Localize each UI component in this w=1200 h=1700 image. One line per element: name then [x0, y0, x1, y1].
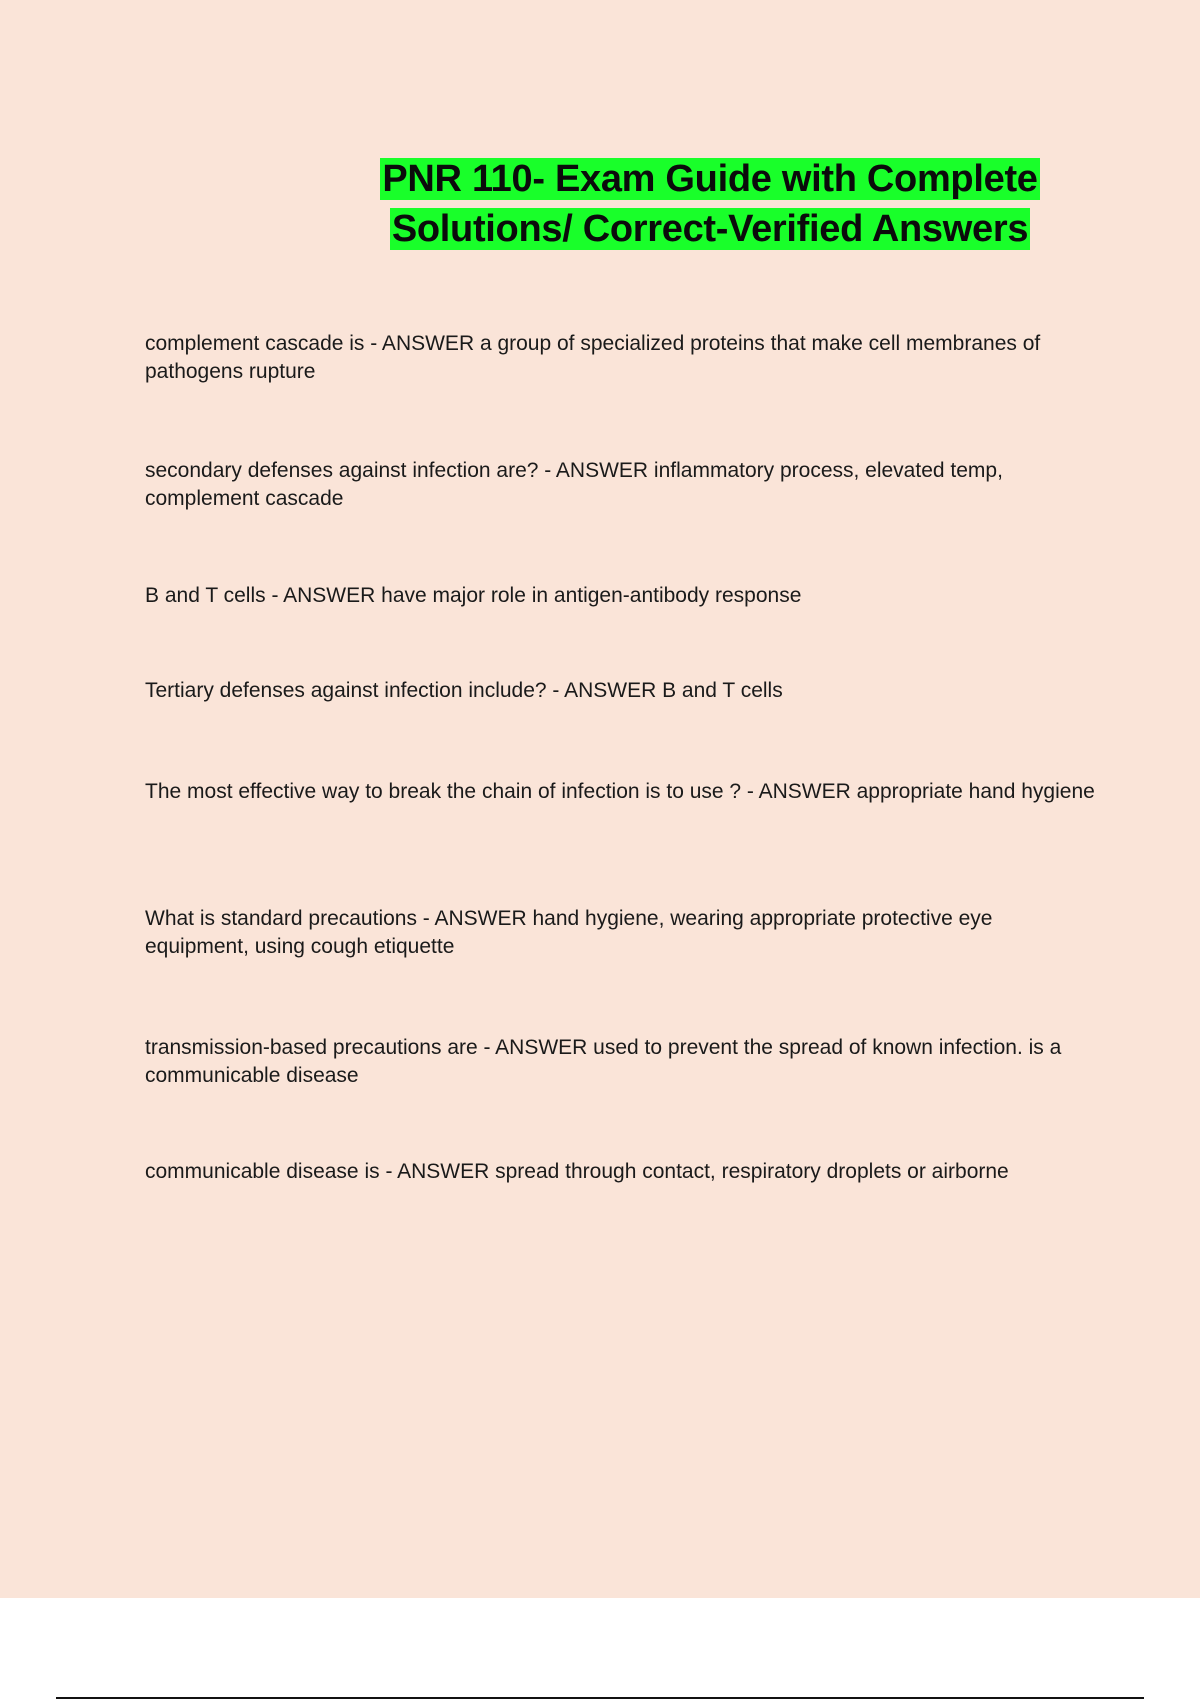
title-line-1: PNR 110- Exam Guide with Complete [382, 158, 1038, 200]
qa-item-transmission-based-precautions: transmission-based precautions are - ANSWER used to prevent the spread of known infection. is a communicable disease [145, 1036, 1062, 1087]
qa-item-secondary-defenses: secondary defenses against infection are? - ANSWER inflammatory process, elevated temp, complement cascade [145, 459, 1003, 510]
qa-item-tertiary-defenses: Tertiary defenses against infection include? - ANSWER B and T cells [145, 679, 783, 702]
qa-item-chain-of-infection: The most effective way to break the chain of infection is to use ? - ANSWER appropriate hand hygiene [145, 780, 1095, 803]
footer-divider [56, 1697, 1144, 1699]
qa-item-standard-precautions: What is standard precautions - ANSWER hand hygiene, wearing appropriate protective eye equipment, using cough etiquette [145, 907, 993, 958]
qa-item-communicable-disease: communicable disease is - ANSWER spread through contact, respiratory droplets or airborne [145, 1160, 1009, 1183]
document-title [330, 154, 1090, 254]
qa-item-complement-cascade: complement cascade is - ANSWER a group of specialized proteins that make cell membranes of pathogens rupture [145, 332, 1041, 383]
qa-item-b-and-t-cells: B and T cells - ANSWER have major role in antigen-antibody response [145, 584, 802, 607]
title-line-2: Solutions/ Correct-Verified Answers [391, 208, 1029, 250]
